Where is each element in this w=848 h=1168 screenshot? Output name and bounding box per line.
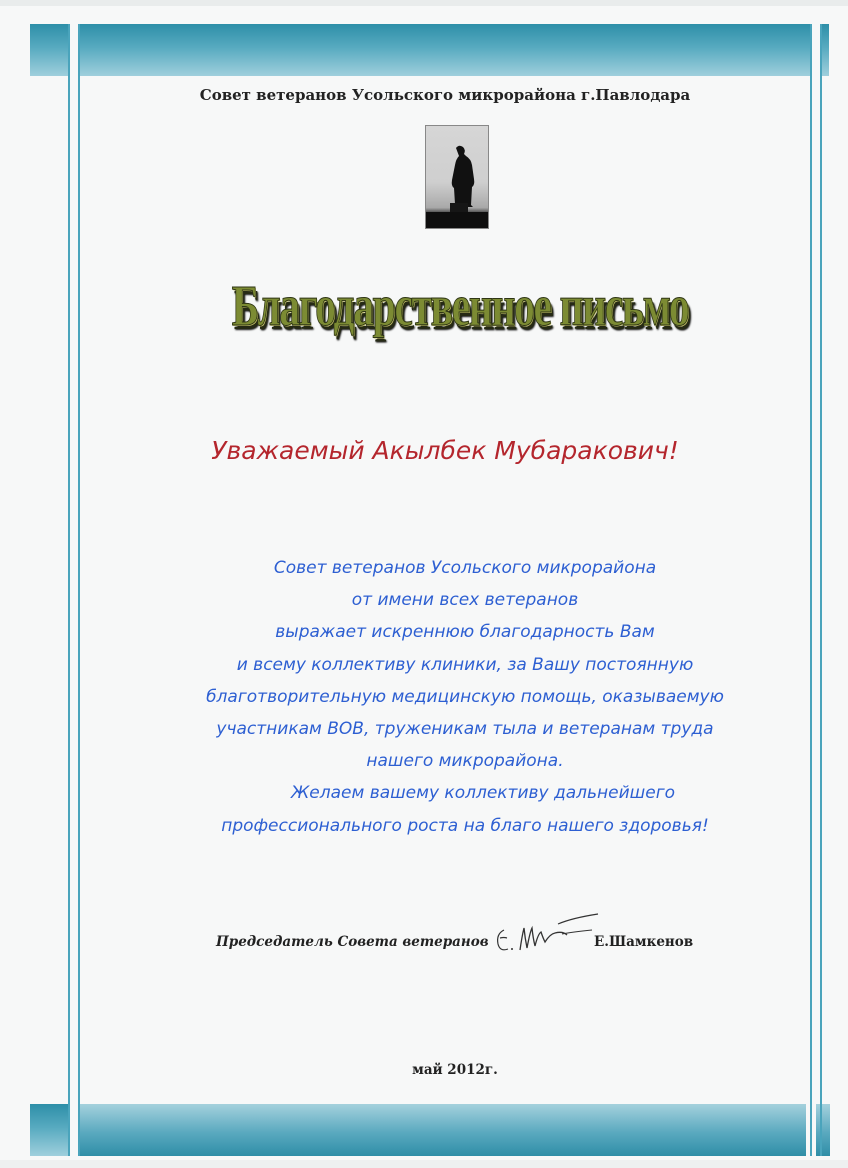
organization-header: Совет ветеранов Усольского микрорайона г.Павлодара [199, 86, 691, 104]
document-title: Благодарственное письмо [231, 273, 689, 338]
page-edge-top [0, 0, 848, 6]
body-line: выражает искреннюю благодарность Вам [275, 622, 655, 643]
body-line: Совет ветеранов Усольского микрорайона [273, 558, 657, 578]
document-date: май 2012г. [412, 1062, 498, 1078]
body-line: профессионального роста на благо нашего здоровья! [221, 815, 709, 836]
soldier-monument-photo [425, 125, 489, 229]
body-line: нашего микрорайона. [366, 751, 564, 772]
page-edge-bottom [0, 1160, 848, 1168]
signatory-name: Е.Шамкенов [594, 934, 694, 950]
body-line: благотворительную медицинскую помощь, оказываемую [206, 686, 724, 707]
border-line-left-outer [68, 24, 70, 1156]
border-band-top-left [30, 24, 68, 76]
border-line-right-outer [820, 24, 822, 1156]
border-band-top [80, 24, 810, 76]
border-line-left-inner [78, 24, 80, 1156]
greeting: Уважаемый Акылбек Мубаракович! [211, 436, 679, 465]
letter-body [120, 552, 810, 842]
body-line: Желаем вашему коллективу дальнейшего [290, 783, 676, 804]
body-line: от имени всех ветеранов [351, 590, 579, 611]
border-band-bottom-right [816, 1104, 830, 1156]
handwritten-signature [492, 912, 604, 958]
signature-block [216, 928, 736, 968]
signatory-position: Председатель Совета ветеранов [216, 934, 489, 950]
body-line: участникам ВОВ, труженикам тыла и ветеранам труда [216, 719, 714, 740]
border-line-right-inner [810, 24, 812, 1156]
border-band-bottom [80, 1104, 806, 1156]
body-line: и всему коллективу клиники, за Вашу постоянную [236, 654, 694, 675]
border-band-bottom-left [30, 1104, 68, 1156]
